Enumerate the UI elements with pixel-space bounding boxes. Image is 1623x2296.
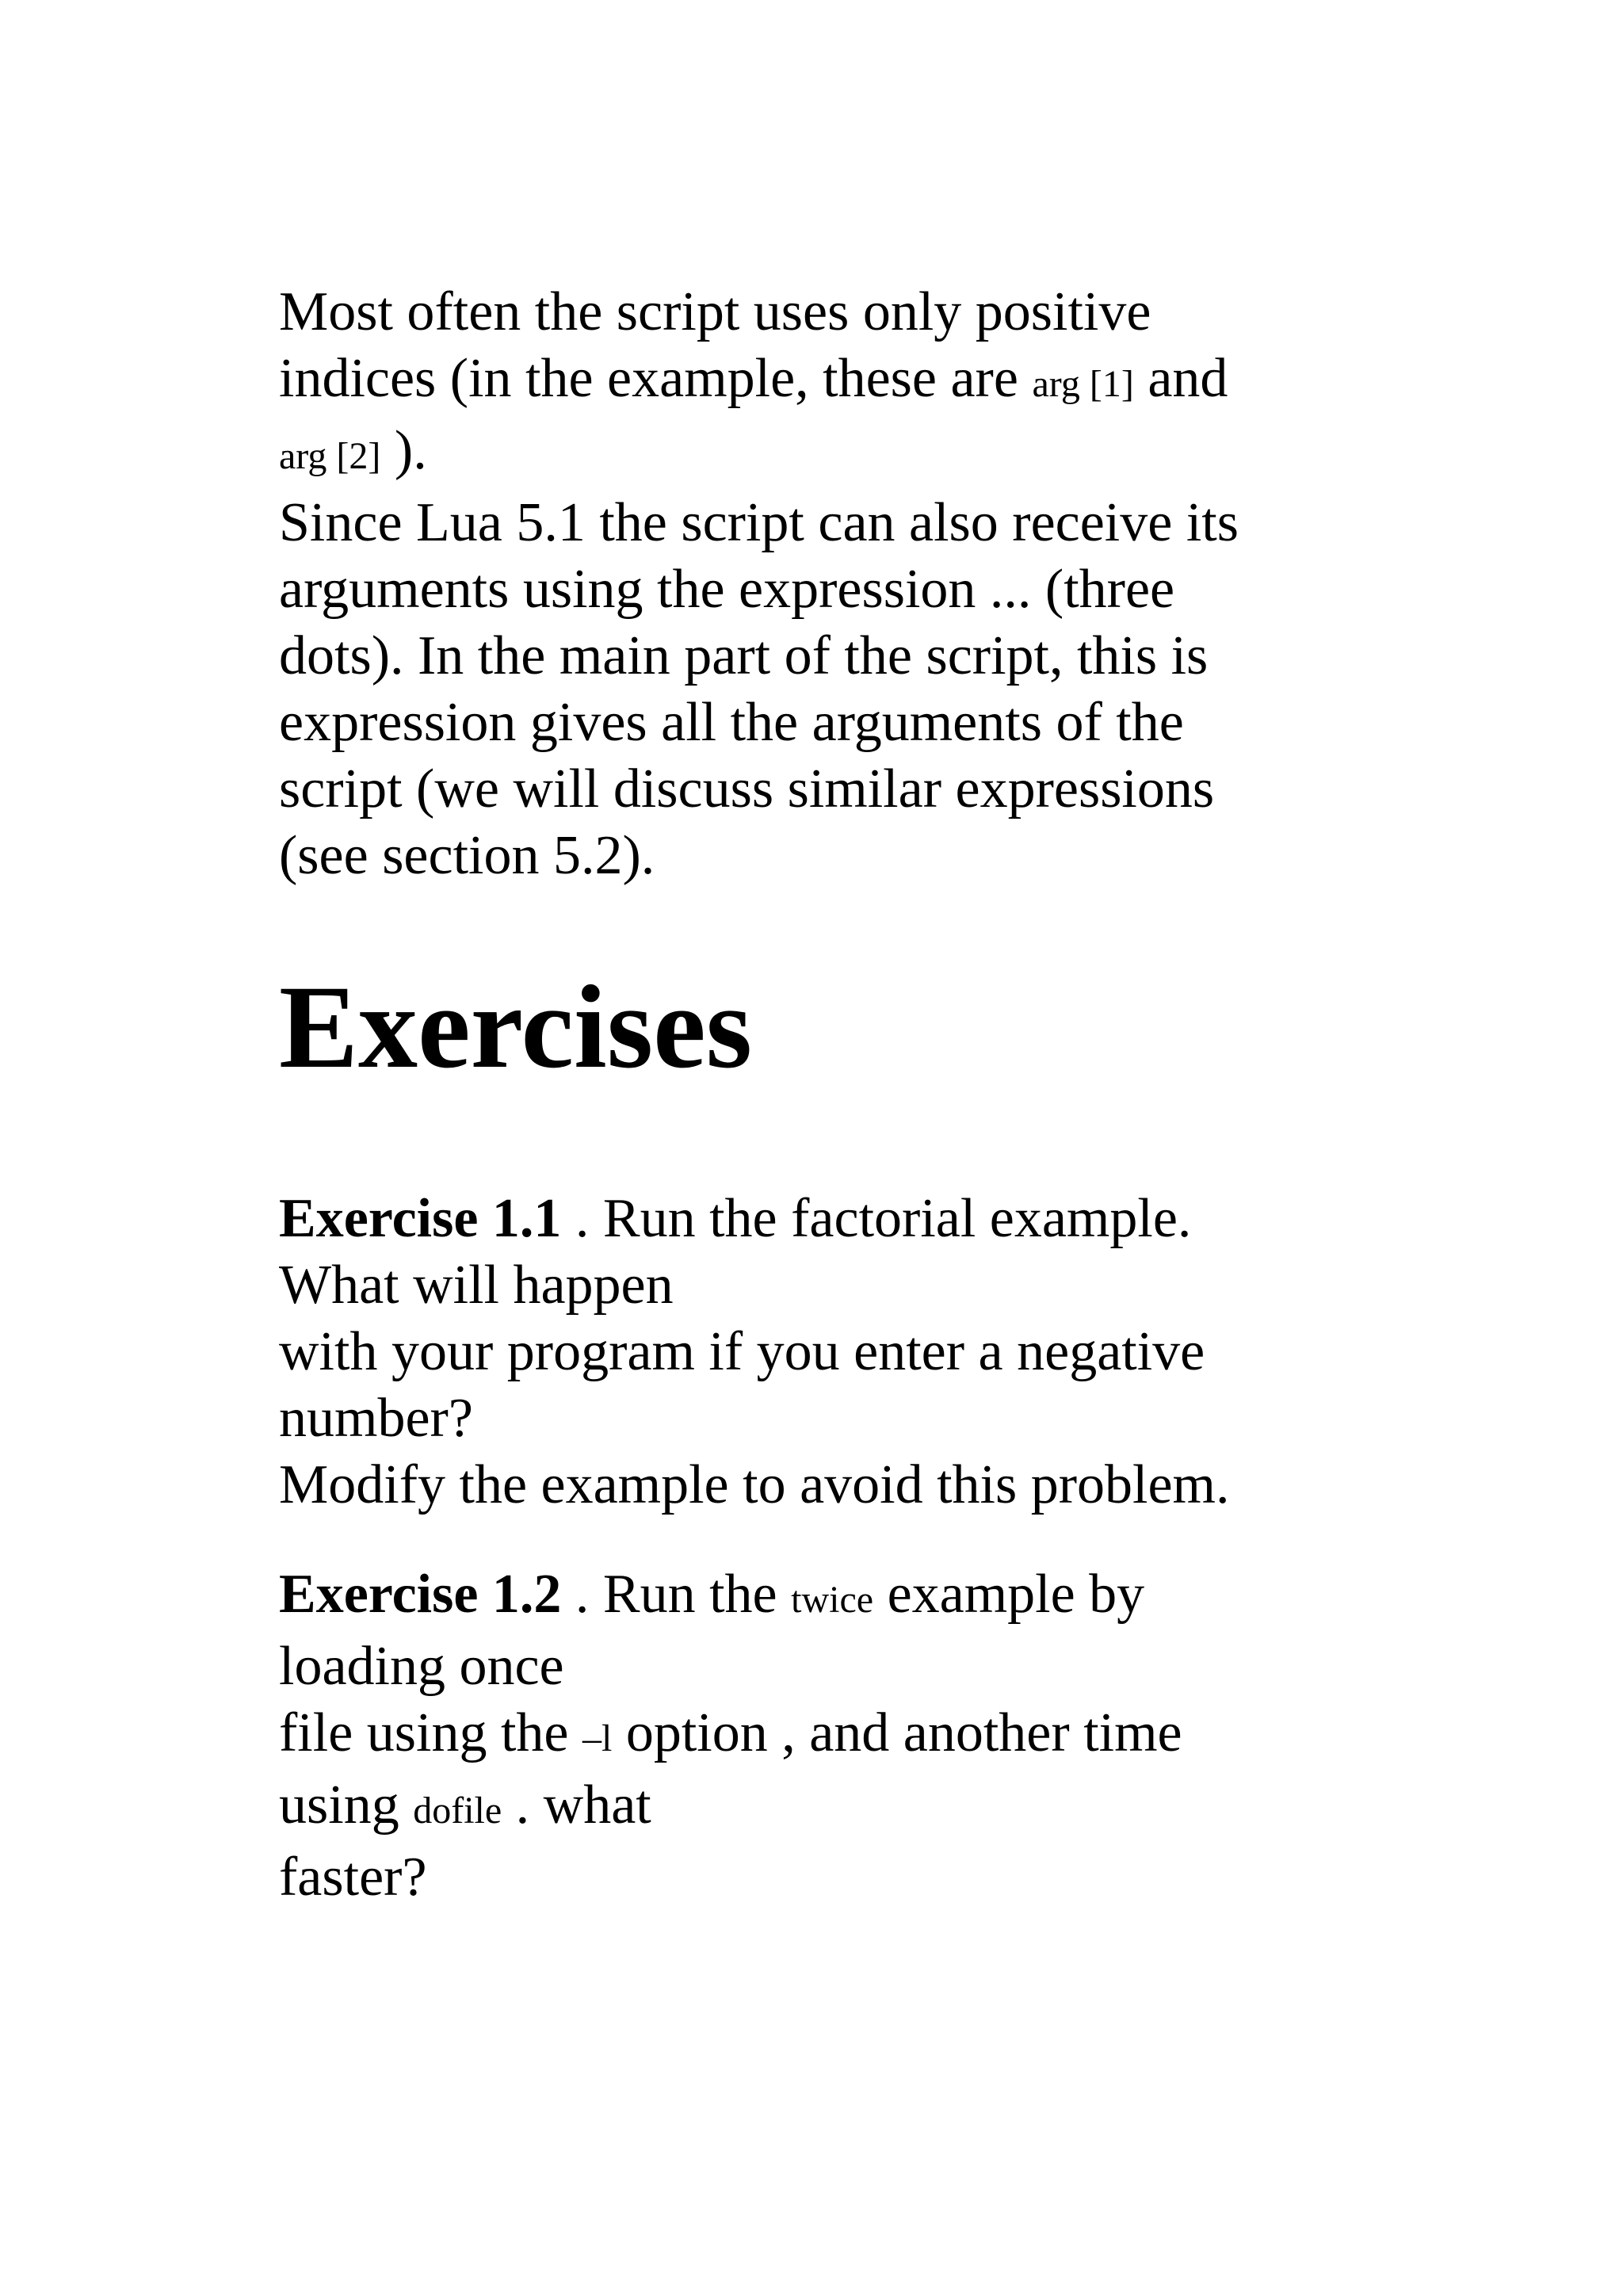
exercise-line: loading once xyxy=(279,1636,564,1697)
intro-text: and xyxy=(1133,348,1228,409)
intro-line: expression gives all the arguments of the xyxy=(279,692,1184,753)
intro-line: Since Lua 5.1 the script can also receive its xyxy=(279,492,1239,553)
exercise-text: file using the xyxy=(279,1702,582,1763)
exercise-2 xyxy=(279,1561,1357,1911)
intro-line: (see section 5.2). xyxy=(279,825,655,886)
exercise-text: using xyxy=(279,1775,414,1836)
intro-line xyxy=(279,346,1357,418)
exercise-text: . Run the xyxy=(561,1564,792,1625)
page-content xyxy=(279,279,1357,1911)
exercise-line xyxy=(279,1700,1357,1772)
exercise-line: faster? xyxy=(279,1847,427,1908)
exercise-line: with your program if you enter a negative xyxy=(279,1321,1205,1382)
intro-text: ). xyxy=(380,420,427,481)
intro-line: Most often the script uses only positive xyxy=(279,281,1151,342)
intro-paragraph-2 xyxy=(279,490,1357,889)
exercise-1 xyxy=(279,1186,1357,1519)
exercise-line xyxy=(279,1561,1357,1633)
intro-line xyxy=(279,418,1357,490)
intro-line: script (we will discuss similar expressions xyxy=(279,758,1215,819)
section-heading: Exercises xyxy=(279,961,753,1093)
exercise-2-label: Exercise 1.2 xyxy=(279,1564,562,1625)
code-arg1: arg [1] xyxy=(1032,363,1134,405)
exercise-text: . Run the factorial example. xyxy=(561,1188,1192,1249)
exercise-line: What will happen xyxy=(279,1255,674,1316)
exercise-line: Modify the example to avoid this problem. xyxy=(279,1454,1230,1515)
exercise-line xyxy=(279,1186,1357,1252)
intro-line: dots). In the main part of the script, this is xyxy=(279,625,1209,686)
intro-paragraph-1 xyxy=(279,279,1357,490)
exercise-line xyxy=(279,1772,1357,1844)
code-arg2: arg [2] xyxy=(279,435,381,477)
exercise-line: number? xyxy=(279,1388,473,1449)
exercise-text: example by xyxy=(873,1564,1145,1625)
code-dofile: dofile xyxy=(413,1790,502,1832)
exercise-text: . what xyxy=(502,1775,651,1836)
code-l-option: –l xyxy=(582,1717,613,1759)
intro-text: indices (in the example, these are xyxy=(279,348,1033,409)
intro-line: arguments using the expression ... (three xyxy=(279,559,1175,620)
exercise-text: option , and another time xyxy=(612,1702,1182,1763)
exercise-1-label: Exercise 1.1 xyxy=(279,1188,562,1249)
code-twice: twice xyxy=(791,1579,874,1621)
